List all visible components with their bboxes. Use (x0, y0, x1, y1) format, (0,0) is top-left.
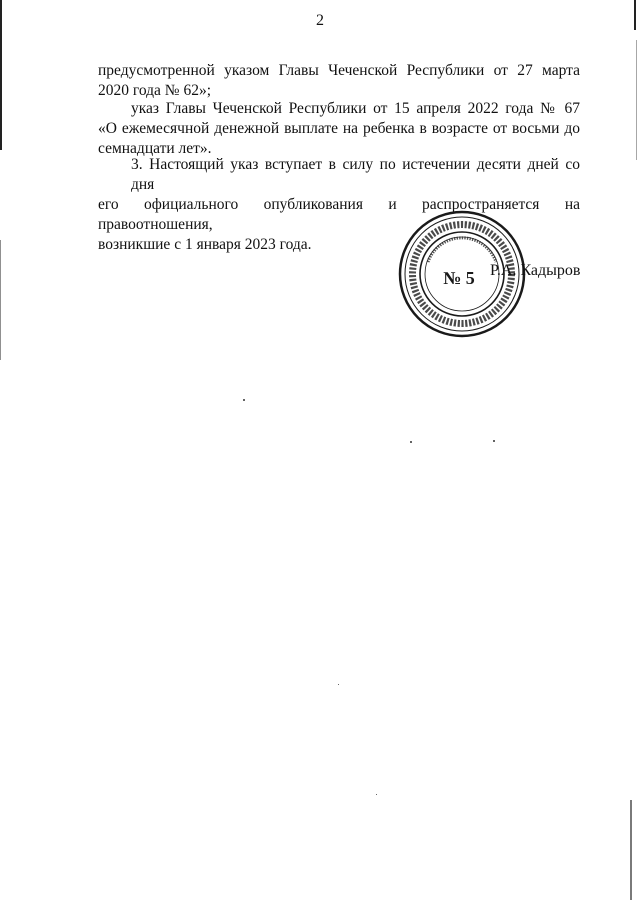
page-number: 2 (316, 12, 324, 29)
scan-speck (376, 794, 377, 795)
paragraph-2 (98, 99, 580, 159)
paragraph-1-line-1: предусмотренной указом Главы Чеченской Республики от 27 марта (98, 62, 580, 79)
scan-edge-mark (636, 40, 637, 160)
paragraph-2-line-2: «О ежемесячной денежной выплате на ребенка в возрасте от восьми до (98, 120, 580, 137)
scan-edge-mark (634, 0, 636, 30)
paragraph-2-line-1: указ Главы Чеченской Республики от 15 апреля 2022 года № 67 (131, 100, 580, 117)
signatory-name: Р.А. Кадыров (490, 262, 581, 279)
scan-edge-mark (0, 240, 1, 360)
scan-speck (338, 684, 339, 685)
scan-edge-mark (0, 0, 2, 150)
scan-speck (410, 441, 412, 443)
scan-speck (243, 399, 245, 401)
paragraph-3-line-1: 3. Настоящий указ вступает в силу по истечении десяти дней со дня (131, 156, 580, 193)
paragraph-3-line-2: его официального опубликования и распространяется на правоотношения, (98, 196, 580, 233)
seal-number: № 5 (443, 268, 475, 288)
paragraph-1-line-2: 2020 года № 62»; (98, 82, 212, 99)
paragraph-2-line-3: семнадцати лет». (98, 140, 212, 157)
paragraph-1 (98, 61, 580, 101)
paragraph-3-line-3: возникшие с 1 января 2023 года. (98, 236, 312, 253)
scan-speck (493, 440, 495, 442)
scan-edge-mark (630, 800, 632, 900)
